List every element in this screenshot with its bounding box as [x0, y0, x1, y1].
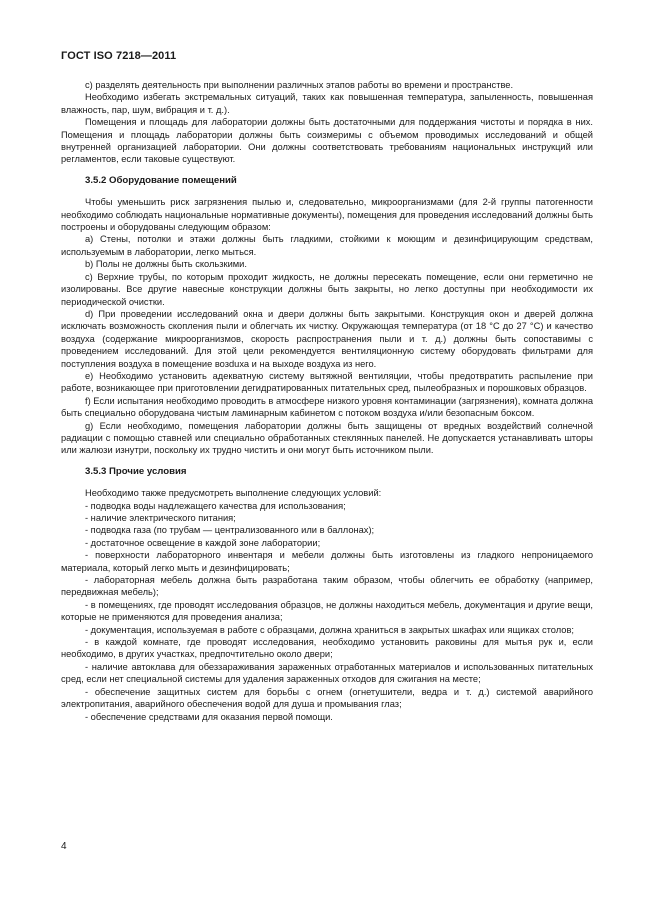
- paragraph: Необходимо также предусмотреть выполнение следующих условий:: [85, 488, 382, 499]
- list-item: - документация, используемая в работе с образцами, должна храниться в закрытых шкафах или ящиках столов;: [85, 624, 574, 635]
- list-item: - обеспечение средствами для оказания первой помощи.: [85, 711, 333, 722]
- section-heading: 3.5.3 Прочие условия: [85, 465, 187, 477]
- list-item: c) Верхние трубы, по которым проходит жидкость, не должны пересекать помещение, если они герметично не изолированы. Все другие навесные конструкции должны быть закрыты, но легко доступны при необходимости их периодической очистки.: [61, 271, 593, 307]
- list-item: d) При проведении исследований окна и двери должны быть закрытыми. Конструкция окон и дверей должна исключать возможность скопления пыли и облегчать их чистку. Окружающая температура (от 18 °С до 27 °С) и качество воздуха (содержание микроорганизмов, скорость распространения пыли и т. д.) должны быть сопоставимы с проведением исследований. Для этой цели рекомендуется вентиляционную систему оборудовать фильтрами для поступления воздуха в помещение возduха и на выходе воздуха из него.: [61, 308, 593, 369]
- list-item: - в каждой комнате, где проводят исследования, необходимо установить раковины для мытья рук и, если необходимо, в других участках, предпочтительно около двери;: [61, 637, 593, 660]
- list-item: f) Если испытания необходимо проводить в атмосфере низкого уровня контаминации (загрязнения), комната должна быть специально оборудована чистым ламинарным кабинетом с потоком воздуха и/или безопасным боксом.: [61, 395, 593, 419]
- list-item: - подводка газа (по трубам — централизованного или в баллонах);: [85, 525, 375, 536]
- list-item: - наличие автоклава для обеззараживания зараженных отработанных материалов и использованных питательных сред, если нет специальной системы для удаления зараженных отходов для сжигания на месте;: [61, 661, 593, 685]
- list-item: - лабораторная мебель должна быть разработана таким образом, чтобы облегчить ее обработку (например, передвижная мебель);: [61, 575, 593, 598]
- paragraph: Помещения и площадь для лаборатории должны быть достаточными для поддержания чистоты и порядка в них. Помещения и площадь лаборатории должны быть соизмеримы с объемом проводимых исследований и общей внутренней организацией лаборатории. Они должны соответствовать требованиям национальных инструкций или регламентов, если таковые существуют.: [61, 117, 593, 165]
- paragraph: Необходимо избегать экстремальных ситуаций, таких как повышенная температура, запыленность, повышенная влажность, пар, шум, вибрация и т. д.).: [61, 92, 593, 115]
- list-item: - в помещениях, где проводят исследования образцов, не должны находиться мебель, документация и другие вещи, которые не применяются для проведения анализа;: [61, 599, 593, 623]
- document-code: ГОСТ ISO 7218—2011: [61, 50, 177, 62]
- list-item: e) Необходимо установить адекватную систему вытяжной вентиляции, чтобы предотвратить распыление при работе, возникающее при приготовлении дегидратированных питательных сред, пылеобразных и порошковых образцов.: [61, 370, 593, 394]
- list-item: - достаточное освещение в каждой зоне лаборатории;: [85, 537, 321, 548]
- page-number: 4: [61, 841, 67, 852]
- paragraph: c) разделять деятельность при выполнении различных этапов работы во времени и пространстве.: [85, 80, 514, 90]
- page-content: [61, 79, 593, 723]
- list-item: g) Если необходимо, помещения лаборатории должны быть защищены от вредных воздействий солнечной радиации с помощью ставней или специально обработанных стеклянных панелей. Не допускается устанавливать шторы или жалюзи изнутри, поскольку их трудно чистить и они могут быть источником пыли.: [61, 420, 593, 456]
- list-item: - подводка воды надлежащего качества для использования;: [85, 500, 346, 511]
- list-item: - наличие электрического питания;: [85, 513, 236, 523]
- section-heading: 3.5.2 Оборудование помещений: [85, 174, 237, 186]
- paragraph: Чтобы уменьшить риск загрязнения пылью и, следовательно, микроорганизмами (для 2-й группы патогенности необходимо соблюдать национальные нормативные документы), помещения для проведения исследований должны быть построены и оборудованы следующим образом:: [61, 197, 593, 233]
- list-item: - поверхности лабораторного инвентаря и мебели должны быть изготовлены из гладкого непроницаемого материала, который легко мыть и дезинфицировать;: [61, 550, 593, 573]
- list-item: a) Стены, потолки и этажи должны быть гладкими, стойкими к моющим и дезинфицирующим средствам, используемым в лаборатории, легко мыться.: [61, 234, 593, 257]
- list-item: - обеспечение защитных систем для борьбы с огнем (огнетушители, ведра и т. д.) системой аварийного электропитания, аварийного обеспечения водой для душа и промывания глаз;: [61, 686, 593, 710]
- list-item: b) Полы не должны быть скользкими.: [85, 259, 247, 270]
